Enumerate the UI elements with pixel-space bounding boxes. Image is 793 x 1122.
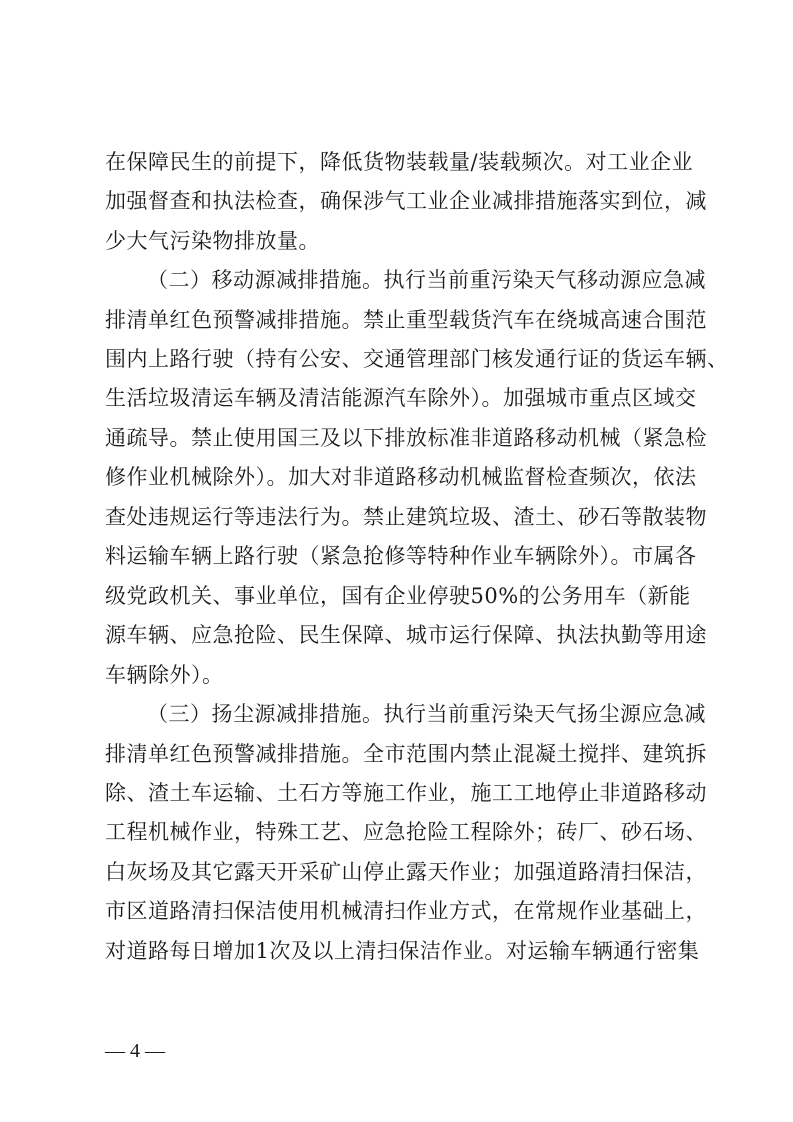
text-line: 源车辆、应急抢险、民生保障、城市运行保障、执法执勤等用途 — [105, 623, 707, 647]
text-line: 通疏导。禁止使用国三及以下排放标准非道路移动机械（紧急检 — [105, 426, 707, 450]
text-line: 除、渣土车运输、土石方等施工作业，施工工地停止非道路移动 — [105, 781, 707, 805]
text-line: 工程机械作业，特殊工艺、应急抢险工程除外；砖厂、砂石场、 — [105, 820, 707, 844]
text-line: 修作业机械除外）。加大对非道路移动机械监督检查频次，依法 — [105, 465, 697, 489]
text-line: 在保障民生的前提下，降低货物装载量/装载频次。对工业企业 — [105, 150, 694, 174]
text-line: 围内上路行驶（持有公安、交通管理部门核发通行证的货运车辆、 — [105, 347, 729, 371]
text-line: 白灰场及其它露天开采矿山停止露天作业；加强道路清扫保洁， — [105, 860, 707, 884]
text-line: 排清单红色预警减排措施。全市范围内禁止混凝土搅拌、建筑拆 — [105, 742, 707, 766]
text-line: 级党政机关、事业单位，国有企业停驶50%的公务用车（新能 — [105, 584, 691, 608]
text-line: 排清单红色预警减排措施。禁止重型载货汽车在绕城高速合围范 — [105, 308, 707, 332]
text-line: 查处违规运行等违法行为。禁止建筑垃圾、渣土、砂石等散装物 — [105, 505, 707, 529]
text-line: （二）移动源减排措施。执行当前重污染天气移动源应急减 — [147, 268, 706, 292]
text-line: 市区道路清扫保洁使用机械清扫作业方式，在常规作业基础上， — [105, 899, 707, 923]
text-line: 生活垃圾清运车辆及清洁能源汽车除外）。加强城市重点区域交 — [105, 386, 697, 410]
page-number: — 4 — — [105, 1040, 165, 1062]
text-line: 车辆除外）。 — [105, 663, 224, 687]
text-line: 少大气污染物排放量。 — [105, 229, 320, 253]
text-line: （三）扬尘源减排措施。执行当前重污染天气扬尘源应急减 — [147, 702, 706, 726]
text-line: 对道路每日增加1次及以上清扫保洁作业。对运输车辆通行密集 — [105, 939, 700, 963]
text-line: 加强督查和执法检查，确保涉气工业企业减排措施落实到位，减 — [105, 189, 707, 213]
text-line: 料运输车辆上路行驶（紧急抢修等特种作业车辆除外）。市属各 — [105, 544, 697, 568]
